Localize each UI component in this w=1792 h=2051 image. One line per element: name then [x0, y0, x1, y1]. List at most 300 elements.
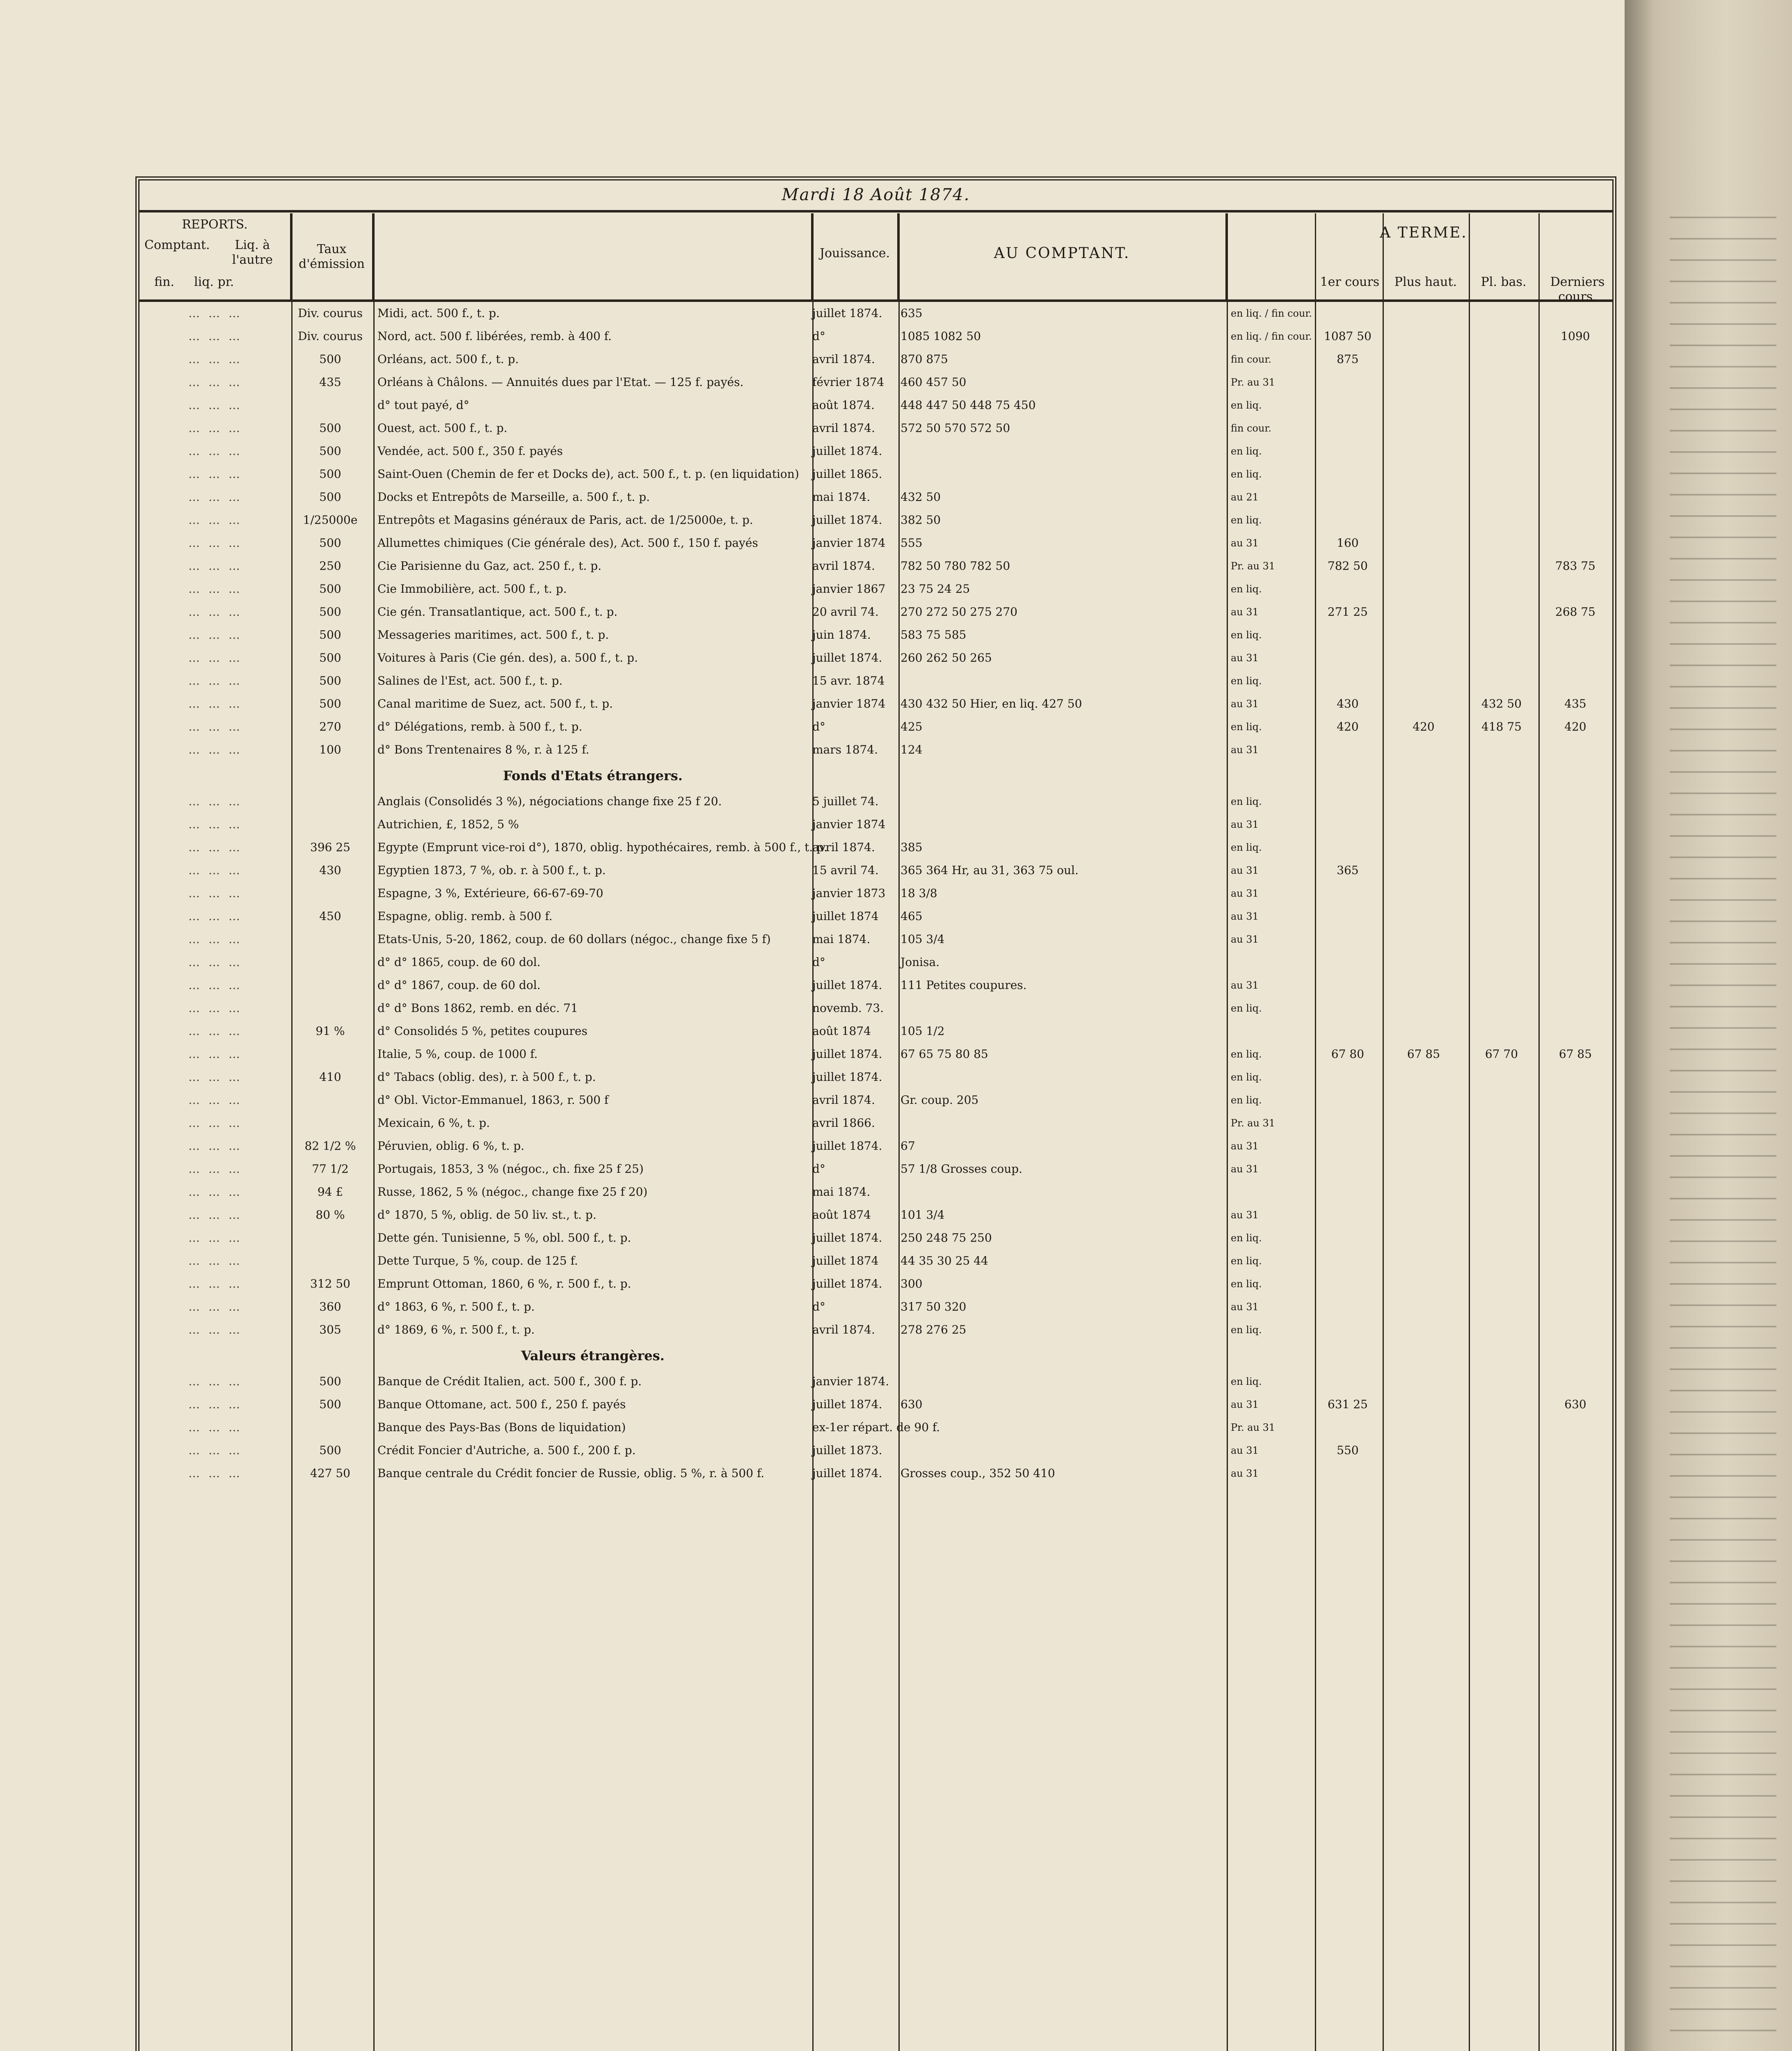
cell-jou: juillet 1874 [812, 1254, 879, 1268]
cell-jou: avril 1874. [812, 840, 875, 854]
cell-ph [1383, 1249, 1465, 1272]
cell-pb [1469, 1439, 1534, 1462]
cell-dern [1538, 790, 1612, 813]
cell-dern [1538, 974, 1612, 997]
cell-term: en liq. [1231, 400, 1262, 411]
cell-ph [1383, 859, 1465, 882]
cell-ph [1383, 1393, 1465, 1416]
cell-jou: juillet 1865. [812, 467, 882, 481]
cell-term: Pr. au 31 [1231, 377, 1275, 388]
cell-lib: Dette gén. Tunisienne, 5 %, obl. 500 f., t. p. [377, 1231, 631, 1245]
cell-dern: 420 [1564, 720, 1586, 733]
cell-lib: Entrepôts et Magasins généraux de Paris, act. de 1/25000e, t. p. [377, 513, 753, 527]
cell-term: au 31 [1231, 865, 1259, 876]
cell-pb [1469, 974, 1534, 997]
reports-dots: … … … [188, 1398, 242, 1411]
cell-comp: 111 Petites coupures. [901, 978, 1027, 992]
price-rows [139, 302, 1612, 1485]
reports-dots: … … … [188, 329, 242, 343]
cell-lib: Péruvien, oblig. 6 %, t. p. [377, 1139, 525, 1153]
cell-dern: 435 [1564, 697, 1586, 710]
cell-dern [1538, 371, 1612, 394]
reports-dots: … … … [188, 674, 242, 687]
cell-dern [1538, 836, 1612, 859]
reports-dots: … … … [188, 1466, 242, 1480]
cell-jou: avril 1874. [812, 352, 875, 366]
cell-cours [1317, 790, 1378, 813]
cell-ph [1383, 325, 1465, 348]
cell-ph [1383, 601, 1465, 624]
cell-ph [1383, 1089, 1465, 1112]
cell-term: au 31 [1231, 1445, 1259, 1456]
reports-dots: … … … [188, 886, 242, 900]
cell-ph [1383, 1181, 1465, 1204]
cell-dern [1538, 951, 1612, 974]
cell-comp: 270 272 50 275 270 [901, 605, 1018, 619]
cell-cours [1317, 1416, 1378, 1439]
cell-ph [1383, 371, 1465, 394]
cell-ph [1383, 692, 1465, 715]
cell-taux: 500 [319, 1398, 341, 1411]
cell-lib: Cie gén. Transatlantique, act. 500 f., t. p. [377, 605, 618, 619]
cell-lib: Banque Ottomane, act. 500 f., 250 f. payés [377, 1398, 626, 1411]
cell-jou: mars 1874. [812, 743, 878, 756]
cell-dern [1538, 859, 1612, 882]
table-row [139, 859, 1612, 882]
table-row [139, 692, 1612, 715]
cell-lib: d° 1863, 6 %, r. 500 f., t. p. [377, 1300, 535, 1313]
cell-cours [1317, 646, 1378, 669]
cell-pb [1469, 624, 1534, 646]
cell-taux: 80 % [315, 1208, 345, 1222]
cell-taux: 500 [319, 697, 341, 710]
cell-dern [1538, 486, 1612, 509]
reports-dots: … … … [188, 795, 242, 808]
cell-ph: 420 [1413, 720, 1435, 733]
reports-dots: … … … [188, 352, 242, 366]
cell-pb [1469, 997, 1534, 1020]
cell-jou: d° [812, 329, 825, 343]
cell-term: fin cour. [1231, 423, 1271, 434]
page-date: Mardi 18 Août 1874. [782, 185, 970, 204]
cell-pb [1469, 1066, 1534, 1089]
cell-cours [1317, 1181, 1378, 1204]
cell-term: en liq. [1231, 675, 1262, 687]
cell-dern [1538, 578, 1612, 601]
cell-term: au 31 [1231, 652, 1259, 664]
cell-taux: 450 [319, 909, 341, 923]
table-row [139, 790, 1612, 813]
cell-lib: Mexicain, 6 %, t. p. [377, 1116, 490, 1130]
table-row [139, 646, 1612, 669]
cell-taux [291, 1089, 369, 1112]
cell-ph [1383, 1439, 1465, 1462]
cell-pb [1469, 1089, 1534, 1112]
cell-term: en liq. [1231, 842, 1262, 853]
cell-pb [1469, 646, 1534, 669]
reports-dots: … … … [188, 743, 242, 756]
reports-dots: … … … [188, 720, 242, 733]
cell-pb [1469, 669, 1534, 692]
cell-pb [1469, 394, 1534, 417]
cell-term: en liq. [1231, 1003, 1262, 1014]
premier-cours-label: 1er cours [1320, 275, 1380, 289]
cell-ph [1383, 509, 1465, 532]
reports-dots: … … … [188, 1001, 242, 1015]
table-row [139, 928, 1612, 951]
cell-taux [291, 997, 369, 1020]
cell-comp: 448 447 50 448 75 450 [901, 398, 1036, 412]
cell-ph [1383, 348, 1465, 371]
cell-comp [901, 1370, 1225, 1393]
cell-comp: 782 50 780 782 50 [901, 559, 1010, 573]
liq-pr-label: liq. pr. [194, 275, 234, 289]
cell-ph [1383, 1158, 1465, 1181]
cell-pb [1469, 1462, 1534, 1485]
reports-dots: … … … [188, 490, 242, 504]
cell-ph [1383, 1370, 1465, 1393]
cell-comp: 67 [901, 1139, 915, 1153]
cell-taux: 312 50 [310, 1277, 350, 1290]
cell-lib: Italie, 5 %, coup. de 1000 f. [377, 1047, 538, 1061]
reports-dots: … … … [188, 818, 242, 831]
cell-term: au 31 [1231, 537, 1259, 549]
cell-dern [1538, 1226, 1612, 1249]
cell-term: en liq. [1231, 1278, 1262, 1290]
table-row [139, 1318, 1612, 1341]
cell-lib: Orléans à Châlons. — Annuités dues par l'Etat. — 125 f. payés. [377, 375, 744, 389]
cell-jou: avril 1874. [812, 559, 875, 573]
table-row [139, 1416, 1612, 1439]
cell-comp: 18 3/8 [901, 886, 937, 900]
reports-dots: … … … [188, 536, 242, 550]
cell-lib: d° Tabacs (oblig. des), r. à 500 f., t. p. [377, 1070, 596, 1084]
table-row [139, 1204, 1612, 1226]
cell-lib: Docks et Entrepôts de Marseille, a. 500 f., t. p. [377, 490, 650, 504]
cell-taux [291, 928, 369, 951]
reports-dots: … … … [188, 932, 242, 946]
reports-dots: … … … [188, 697, 242, 710]
table-row [139, 1226, 1612, 1249]
liq-label: Liq. à l'autre [232, 238, 273, 267]
cell-dern [1538, 440, 1612, 463]
table-row [139, 440, 1612, 463]
cell-dern [1538, 1181, 1612, 1204]
table-row [139, 1112, 1612, 1135]
cell-ph [1383, 997, 1465, 1020]
cell-comp: Gr. coup. 205 [901, 1093, 979, 1107]
cell-jou: ex-1er répart. de 90 f. [812, 1421, 940, 1434]
cell-term: au 21 [1231, 491, 1259, 503]
cell-comp: 425 [901, 720, 923, 733]
cell-cours [1317, 1204, 1378, 1226]
reports-dots: … … … [188, 1300, 242, 1313]
cell-cours [1317, 624, 1378, 646]
cell-cours [1317, 1462, 1378, 1485]
cell-term [1231, 1181, 1313, 1204]
reports-dots: … … … [188, 978, 242, 992]
cell-jou: avril 1874. [812, 421, 875, 435]
cell-comp: 432 50 [901, 490, 941, 504]
cell-pb [1469, 738, 1534, 761]
cell-taux: Div. courus [297, 306, 363, 320]
cell-lib: d° d° 1867, coup. de 60 dol. [377, 978, 541, 992]
table-row [139, 463, 1612, 486]
cell-lib: d° 1870, 5 %, oblig. de 50 liv. st., t. p. [377, 1208, 597, 1222]
cell-cours [1317, 928, 1378, 951]
cell-term: en liq. / fin cour. [1231, 331, 1312, 342]
cell-jou: d° [812, 955, 825, 969]
comptant-label: Comptant. [144, 238, 210, 252]
cell-pb [1469, 1318, 1534, 1341]
cell-jou: avril 1874. [812, 1323, 875, 1336]
cell-ph [1383, 1462, 1465, 1485]
cell-ph [1383, 1226, 1465, 1249]
reports-dots: … … … [188, 444, 242, 458]
cell-taux: 500 [319, 1443, 341, 1457]
cell-pb [1469, 1181, 1534, 1204]
cell-pb [1469, 1393, 1534, 1416]
cell-cours: 430 [1337, 697, 1359, 710]
cell-taux: 500 [319, 628, 341, 642]
reports-dots: … … … [188, 651, 242, 665]
cell-term: au 31 [1231, 888, 1259, 899]
cell-pb [1469, 578, 1534, 601]
plus-haut-label: Plus haut. [1394, 275, 1457, 289]
cell-cours [1317, 669, 1378, 692]
cell-taux: 360 [319, 1300, 341, 1313]
cell-dern [1538, 1272, 1612, 1295]
cell-taux [291, 813, 369, 836]
table-row [139, 1066, 1612, 1089]
cell-cours [1317, 302, 1378, 325]
cell-pb [1469, 813, 1534, 836]
cell-ph [1383, 1204, 1465, 1226]
cell-taux: 500 [319, 674, 341, 687]
cell-taux: Div. courus [297, 329, 363, 343]
cell-cours [1317, 417, 1378, 440]
cell-cours [1317, 813, 1378, 836]
cell-taux [291, 951, 369, 974]
reports-dots: … … … [188, 1375, 242, 1388]
cell-pb: 418 75 [1481, 720, 1522, 733]
cell-cours: 67 80 [1331, 1047, 1365, 1061]
cell-jou: mai 1874. [812, 1185, 871, 1199]
reports-label: REPORTS. [182, 217, 248, 232]
reports-dots: … … … [188, 513, 242, 527]
table-row [139, 1089, 1612, 1112]
cell-pb [1469, 555, 1534, 578]
price-table-frame [135, 176, 1616, 2051]
cell-pb [1469, 928, 1534, 951]
cell-comp [901, 1439, 1225, 1462]
cell-comp: 870 875 [901, 352, 948, 366]
reports-dots: … … … [188, 840, 242, 854]
cell-jou: janvier 1874 [812, 697, 886, 710]
cell-ph [1383, 1112, 1465, 1135]
cell-comp: 105 1/2 [901, 1024, 945, 1038]
cell-jou: juillet 1874. [812, 978, 882, 992]
cell-lib: d° tout payé, d° [377, 398, 469, 412]
cell-taux: 94 £ [317, 1185, 343, 1199]
reports-dots: … … … [188, 467, 242, 481]
cell-dern [1538, 1158, 1612, 1181]
reports-dots: … … … [188, 1277, 242, 1290]
cell-lib: Egypte (Emprunt vice-roi d°), 1870, oblig. hypothécaires, remb. à 500 f., t. p. [377, 840, 828, 854]
cell-dern [1538, 1249, 1612, 1272]
cell-ph [1383, 1318, 1465, 1341]
cell-jou: juillet 1874. [812, 1277, 882, 1290]
cell-pb [1469, 417, 1534, 440]
cell-comp [901, 1112, 1225, 1135]
cell-dern [1538, 1204, 1612, 1226]
cell-comp: 260 262 50 265 [901, 651, 992, 665]
cell-pb: 67 70 [1485, 1047, 1518, 1061]
cell-ph [1383, 394, 1465, 417]
cell-cours [1317, 1272, 1378, 1295]
cell-cours [1317, 486, 1378, 509]
plus-bas-label: Pl. bas. [1481, 275, 1527, 289]
jouissance-header [812, 213, 898, 299]
table-row [139, 348, 1612, 371]
cell-taux: 270 [319, 720, 341, 733]
header-rule [139, 210, 1612, 212]
section-heading: Valeurs étrangères. [521, 1348, 665, 1364]
cell-comp: 67 65 75 80 85 [901, 1047, 988, 1061]
cell-term: au 31 [1231, 1399, 1259, 1410]
table-row [139, 1043, 1612, 1066]
cell-ph [1383, 463, 1465, 486]
cell-jou: juillet 1874. [812, 1466, 882, 1480]
cell-term: en liq. [1231, 1255, 1262, 1267]
table-row [139, 486, 1612, 509]
cell-cours: 631 25 [1328, 1398, 1368, 1411]
cell-jou: mai 1874. [812, 932, 871, 946]
cell-comp: 105 3/4 [901, 932, 945, 946]
cell-cours [1317, 905, 1378, 928]
cell-lib: d° 1869, 6 %, r. 500 f., t. p. [377, 1323, 535, 1336]
cell-lib: Midi, act. 500 f., t. p. [377, 306, 500, 320]
table-row [139, 1020, 1612, 1043]
cell-jou: janvier 1874 [812, 536, 886, 550]
cell-term: Pr. au 31 [1231, 1422, 1275, 1433]
cell-term: en liq. [1231, 1048, 1262, 1060]
reports-dots: … … … [188, 605, 242, 619]
cell-term: en liq. [1231, 721, 1262, 733]
cell-comp [901, 669, 1225, 692]
cell-dern [1538, 624, 1612, 646]
cell-cours [1317, 1112, 1378, 1135]
cell-taux: 430 [319, 863, 341, 877]
cell-lib: Voitures à Paris (Cie gén. des), a. 500 f., t. p. [377, 651, 638, 665]
cell-taux: 500 [319, 605, 341, 619]
cell-jou: août 1874 [812, 1024, 871, 1038]
table-row [139, 1272, 1612, 1295]
cell-term: au 31 [1231, 1209, 1259, 1221]
table-row [139, 813, 1612, 836]
reports-dots: … … … [188, 1116, 242, 1130]
cell-pb [1469, 951, 1534, 974]
reports-dots: … … … [188, 559, 242, 573]
cell-jou: d° [812, 1162, 825, 1176]
cell-pb [1469, 836, 1534, 859]
table-row [139, 371, 1612, 394]
cell-pb [1469, 1204, 1534, 1226]
table-row [139, 578, 1612, 601]
cell-comp: 1085 1082 50 [901, 329, 981, 343]
cell-comp: 23 75 24 25 [901, 582, 970, 596]
cell-comp: 300 [901, 1277, 923, 1290]
cell-cours [1317, 1249, 1378, 1272]
cell-lib: Orléans, act. 500 f., t. p. [377, 352, 519, 366]
reports-dots: … … … [188, 1443, 242, 1457]
cell-taux: 500 [319, 444, 341, 458]
cell-pb [1469, 1020, 1534, 1043]
cell-term: en liq. [1231, 1071, 1262, 1083]
cell-ph [1383, 790, 1465, 813]
libelle-header [373, 213, 812, 299]
cell-pb: 432 50 [1481, 697, 1522, 710]
cell-cours [1317, 1370, 1378, 1393]
cell-comp: 44 35 30 25 44 [901, 1254, 988, 1268]
cell-taux [291, 1112, 369, 1135]
cell-dern [1538, 813, 1612, 836]
table-row [139, 951, 1612, 974]
cell-lib: Nord, act. 500 f. libérées, remb. à 400 f. [377, 329, 612, 343]
cell-dern [1538, 1462, 1612, 1485]
table-row [139, 325, 1612, 348]
cell-taux [291, 394, 369, 417]
reports-dots: … … … [188, 1093, 242, 1107]
reports-dots: … … … [188, 628, 242, 642]
reports-dots: … … … [188, 1231, 242, 1245]
cell-taux: 500 [319, 352, 341, 366]
cell-term: en liq. [1231, 1376, 1262, 1387]
cell-lib: d° Bons Trentenaires 8 %, r. à 125 f. [377, 743, 590, 756]
cell-term: en liq. [1231, 445, 1262, 457]
cell-jou: mai 1874. [812, 490, 871, 504]
cell-dern [1538, 1112, 1612, 1135]
cell-term: au 31 [1231, 1301, 1259, 1313]
cell-term: fin cour. [1231, 354, 1271, 365]
cell-lib: Autrichien, £, 1852, 5 % [377, 818, 519, 831]
reports-dots: … … … [188, 909, 242, 923]
cell-pb [1469, 1249, 1534, 1272]
cell-comp: 465 [901, 909, 923, 923]
cell-comp [901, 813, 1225, 836]
cell-ph [1383, 1020, 1465, 1043]
cell-ph [1383, 951, 1465, 974]
cell-taux: 250 [319, 559, 341, 573]
cell-ph [1383, 486, 1465, 509]
cell-comp: 250 248 75 250 [901, 1231, 992, 1245]
cell-ph [1383, 578, 1465, 601]
cell-jou: juillet 1874. [812, 1047, 882, 1061]
cell-comp: 278 276 25 [901, 1323, 967, 1336]
table-row [139, 1135, 1612, 1158]
next-page-edge [1625, 0, 1792, 2051]
cell-jou: juillet 1874. [812, 651, 882, 665]
cell-term: Pr. au 31 [1231, 1117, 1275, 1129]
cell-taux: 410 [319, 1070, 341, 1084]
cell-comp [901, 790, 1225, 813]
cell-jou: janvier 1874 [812, 818, 886, 831]
cell-lib: Egyptien 1873, 7 %, ob. r. à 500 f., t. p. [377, 863, 606, 877]
cell-comp: Jonisa. [901, 955, 940, 969]
fin-label: fin. [154, 275, 174, 289]
cell-taux: 500 [319, 421, 341, 435]
dernier-cours-label: Derniers cours. [1550, 275, 1605, 304]
